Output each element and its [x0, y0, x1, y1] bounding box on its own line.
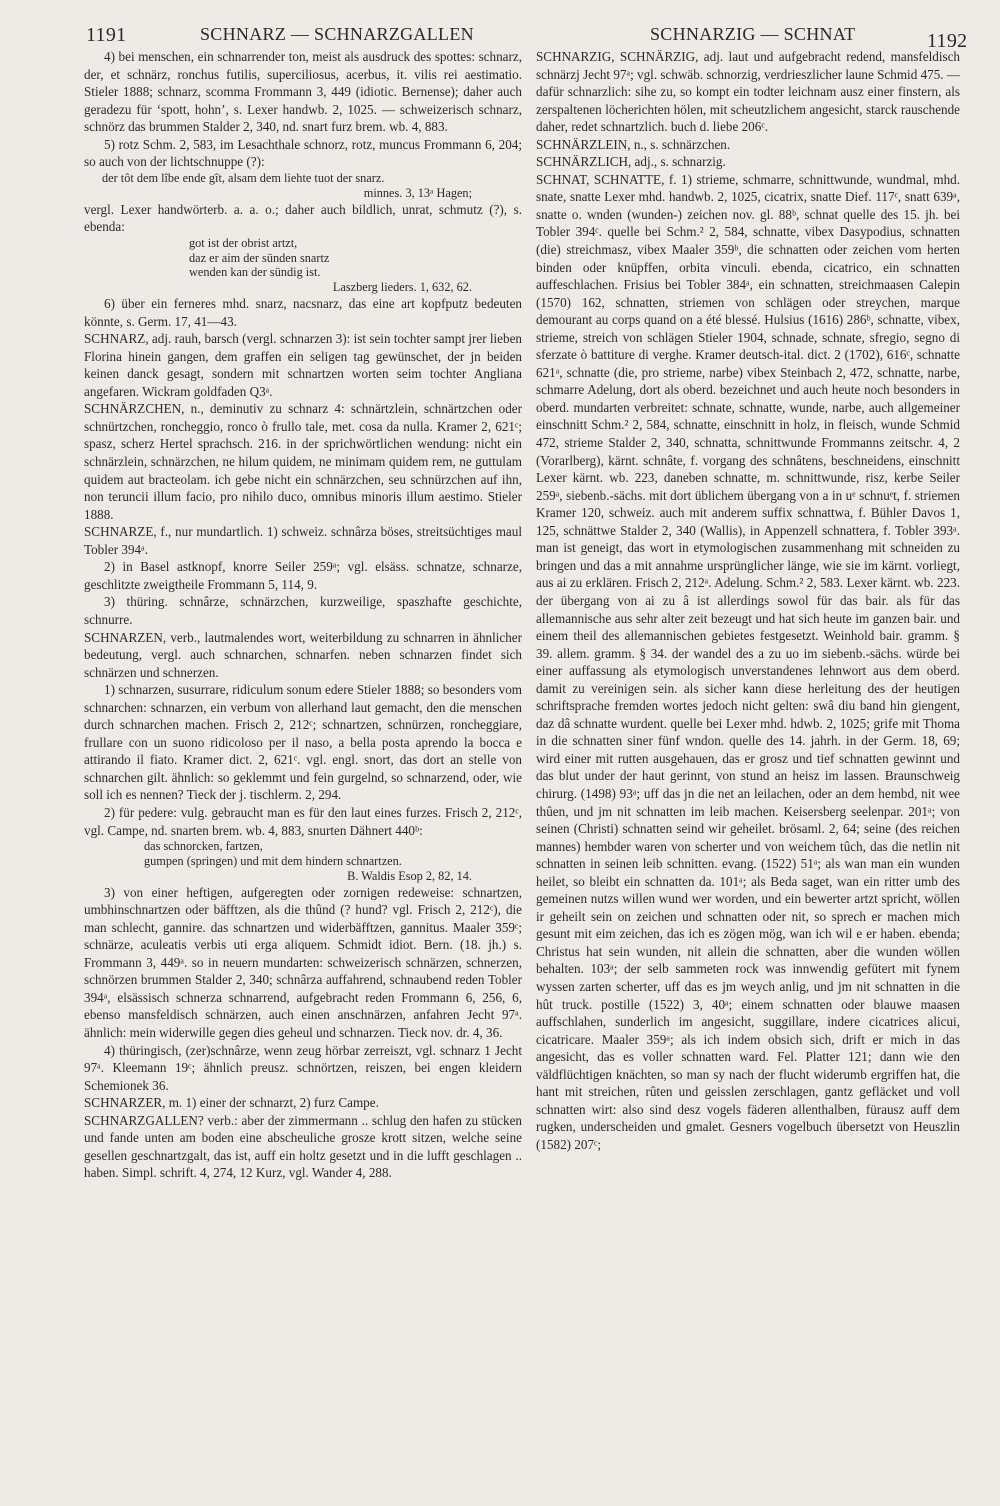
sense-paragraph: 6) über ein ferneres mhd. snarz, nacsnarz, das eine art kopfputz bedeuten könnte, s. Germ. 17, 41—43. [84, 296, 522, 329]
entry-paragraph: SCHNÄRZCHEN, n., deminutiv zu schnarz 4: schnärtzlein, schnärtzchen oder schnürtzchen, roncheggio, ronco ò frullo tale, met. cosa da nulla. Kramer 2, 621ᶜ; spasz, scherz Hertel sprachsch. 216. in der sprichwörtlichen wendung: nicht ein schnärzlein, schnärzchen, ne hilum quidem, ne minimam quidem rem, ne guttulam quidem aut bracteolam. ich gebe nicht ein schnärzchen, seu schnürzchen auf ihn, non teruncii illum facio, pro nihilo duco, omnibus minoris illum aestimo. Stieler 1888. [84, 401, 522, 522]
sense-paragraph: 5) rotz Schm. 2, 583, im Lesachthale schnorz, rotz, muncus Frommann 6, 204; so auch von der lichtschnuppe (?): [84, 136, 522, 170]
entry-paragraph: SCHNARZ, adj. rauh, barsch (vergl. schnarzen 3): ist sein tochter sampt jrer lieben Florina hinein gangen, dem graffen ein seligen tag gewünschet, der jn beiden keinen danck gesagt, sondern mit schnartzen worten seim tochter Angliana angefaren. Wickram goldfaden Q3ᵃ. [84, 331, 522, 399]
sense-paragraph: 2) in Basel astknopf, knorre Seiler 259ᵃ; vgl. elsäss. schnatze, schnarze, geschlitzte zweigtheile Frommann 5, 114, 9. [84, 559, 522, 592]
quotation-source: minnes. 3, 13ᵃ Hagen; [363, 185, 472, 200]
left-column [84, 48, 522, 1182]
right-page-number: 1192 [927, 30, 968, 52]
sense-paragraph: 4) thüringisch, (zer)schnârze, wenn zeug hörbar zerreiszt, vgl. schnarz 1 Jecht 97ᵃ. Kleemann 19ᶜ; ähnlich preusz. schnörtzen, reiszen, bei engen kleidern Schemionek 36. [84, 1042, 522, 1093]
left-running-title: SCHNARZ — SCHNARZGALLEN [200, 24, 474, 44]
sense-paragraph: 1) schnarzen, susurrare, ridiculum sonum edere Stieler 1888; so besonders vom schnarchen: schnarzen, ein verbum von allerhand laut gemacht, den die menschen durch schnarchen machen. Frisch 2, 212ᶜ; schnartzen, schnürzen, roncheggiare, frullare con un suono ridicoloso per il naso, a bella posta aprendo la bocca e attirando il fiato. Kramer dict. 2, 621ᶜ. vgl. engl. snort, das dort an stelle von schnarchen gilt. ähnlich: so geklemmt und fein gurgelnd, so schnarzend, oder, wie soll ich es nennen? Tieck der j. tischlerm. 2, 294. [84, 682, 522, 803]
entry-paragraph: SCHNARZGALLEN? verb.: aber der zimmermann .. schlug den hafen zu stücken und fande unten am boden eine abscheuliche grosze krott sitzen, welche seine gesellen geschnartzgalt, das ist, auff ein holtz gesetzt und in die lufft geschlagen .. haben. Simpl. schrift. 4, 274, 12 Kurz, vgl. Wander 4, 288. [84, 1112, 522, 1181]
quotation-source: Laszberg lieders. 1, 632, 62. [332, 280, 472, 295]
entry-paragraph: SCHNARZE, f., nur mundartlich. 1) schweiz. schnârza böses, streitsüchtiges maul Tobler 394ᵃ. [84, 524, 522, 557]
left-page-number: 1191 [86, 24, 127, 46]
quotation: der tôt dem lîbe ende gît, alsam dem liehte tuot der snarz. [102, 170, 385, 185]
sense-paragraph: 3) von einer heftigen, aufgeregten oder zornigen redeweise: schnartzen, umbhinschnartzen oder bäfftzen, als die thûnd (? hund? vgl. Frisch 2, 212ᶜ), die man schlecht, gannire. das schnartzen und widerbäfftzen, gannitus. Maaler 359ᶜ; schnärze, aculeatis verbis uti erga aliquem. Schmidt idiot. Bern. (18. jh.) s. Frommann 3, 449ᵃ. so in neuern mundarten: schweizerisch schnärzen, schnerzen, schnörzen brummen Stalder 2, 340; schnârza auffahrend, schnaubend reden Tobler 394ᵃ, elsässisch schnerza schnarrend, aufgebracht reden Frommann 6, 256, 6, ebenso mansfeldisch schnärzen, auch einen anschnärzen, anfahren Jecht 97ᵃ. ähnlich: mein widerwille gegen dies geheul und schnarzen. Tieck nov. dr. 4, 36. [84, 884, 522, 1041]
entry-paragraph: SCHNARZER, m. 1) einer der schnarzt, 2) furz Campe. [84, 1095, 379, 1111]
entry-paragraph: vergl. Lexer handwörterb. a. a. o.; daher auch bildlich, unrat, schmutz (?), s. ebenda: [84, 201, 522, 235]
verse-quotation: got ist der obrist artzt, daz er aim der sünden snartz wenden kan der sündig ist. [189, 235, 330, 280]
right-running-title: SCHNARZIG — SCHNAT [650, 24, 856, 44]
entry-paragraph: SCHNARZIG, SCHNÄRZIG, adj. laut und aufgebracht redend, mansfeldisch schnärzj Jecht 97ᵃ; vgl. schwäb. schnorzig, verdrieszlicher laune Schmid 475. — dafür schnarzlich: sihe zu, so kompt ein todter leichnam ausz einer finstern, als zerspaltenen löcherichten hölen, mit scheutzlichem angesicht, starck rauschende daher, redet schnartzlich. buch d. liebe 206ᶜ. [536, 49, 960, 135]
entry-paragraph: SCHNARZEN, verb., lautmalendes wort, weiterbildung zu schnarren in ähnlicher bedeutung, vergl. auch schnarchen, schnarfen. neben schnarzen findet sich schnärzen und schnerzen. [84, 629, 522, 680]
entry-paragraph: SCHNAT, SCHNATTE, f. 1) strieme, schmarre, schnittwunde, wundmal, mhd. snate, snatte Lexer mhd. handwb. 2, 1025, cicatrix, snatte Dief. 117ᶜ, snatt 639ᵃ, snatte o. wnden (wunden-) zeichen nov. gl. 88ᵇ, schnat quelle des 15. jh. bei Tobler 394ᶜ. quelle bei Schm.² 2, 584, schnatte, vibex Dasypodius, schnatten (die) streichmasz, vibex Maaler 359ᵇ, die schnatten oder zeichen vom herten binden oder knüpffen, orbita vinculi. ebenda, cicatrico, ein schnatten auffeschlachen. Frisius bei Tobler 384ᵃ, ein schnatten, streichmaasen Calepin (1570) 162, schnatten, striemen von schlägen oder streychen, marque demourant au corps quand on a été blessé. Hulsius (1616) 286ᵇ, schnatte, vibex, strieme, streich von schlägen Stieler 1904, schnade, schnate, sfregio, segno di sferzate ò battiture di verghe. Kramer deutsch-ital. dict. 2 (1702), 616ᶜ, schnatte 621ᵃ, schnatte (die, pro strieme, narbe) vibex Steinbach 2, 472, schnatte, narbe, schmarre Adelung, dort als oberd. bezeichnet und auch heute noch besonders in oberd. mundarten verbreitet: schnate, schnatte, wunde, narbe, auch allgemeiner einschnitt Schm.² 2, 584, schnatte, einschnitt in holz, in fleisch, wunde Schmid 472, strieme Stalder 2, 340, schnatta, schnittwunde Frommanns zeitschr. 4, 2 (Vorarlberg), kärnt. schnâte, f. vorgang des schnâtens, beschneidens, einschnitt Lexer kärnt. wb. 223, daneben schnatte, m. schnittwunde, risz, kerbe Seiler 259ᵃ, siebenb.-sächs. mit dort üblichem übergang von a in uᵉ schnuᵉt, f. striemen Kramer 120, schweiz. auch mit anderem suffix schnattwa, f. Bühler Davos 1, 125, schnättwe Stalder 2, 340 (Wallis), in Appenzell schnattera, f. Tobler 393ᵃ. man ist geneigt, das wort in etymologischen zusammenhang mit schneiden zu bringen und das a mit annahme ursprünglicher länge, wie sie im kärnt. vorliegt, aus ai zu erklären. Frisch 2, 212ᵃ. Adelung. Schm.² 2, 583. Lexer kärnt. wb. 223. der übergang von ai zu â ist allerdings sowol für das bair. als für das allemannische aus sehr alter zeit bezeugt und hat sich heute im ganzen bair. und einem theil des allemannischen gebietes festgesetzt. Weinhold bair. gramm. § 39. allem. gramm. § 34. der wandel des a zu uo im siebenb.-sächs. würde bei einer auffassung als etymologisch unverstandenes lehnwort aus dem oberd. damit zu vereinigen sein. als sicher kann diese herleitung des der heutigen schriftsprache fremden wortes jedoch nicht gelten: swâ diu band hin giengent, daz dâ schnatte wurdent. quelle bei Lexer mhd. hdwb. 2, 1025; grife mit Thoma in die schnatten siner fünf wndon. quelle des 14. jahrh. in der Germ. 18, 69; wird einer mit rutten ausgehauen, das er grosz und tief schnatten gewinnt und das blut under der haut gerinnt, von stund an heisz im lassen. Braunschweig chirurg. (1498) 93ᵃ; uff das jn die net an leilachen, oder an dem hembd, nit wee thûen, und jm nit schnatten im leib machen. Keisersberg seelenpar. 201ᵃ; von seinen (Christi) schnatten seind wir geheilet. brösaml. 2, 64; seine (des reichen mannes) hembder waren von scherter und von weichem tûch, das die netlin nit schnatten in seinen leib schnitten. evang. (1522) 51ᵃ; als wan man ein wunden heilet, so bleibt ein schnatten da. 101ᵃ; als Beda saget, wan ein ritter umb des gemeinen nutzs willen wund wer worden, und ein bewerter artzt spricht, wöllen ir geheilt sein on zeichen und schnatten oder nit, so sprech er machen mich gesunt mit eim zeichen, das ich es zögen mög, wan ich wil e er haben. ebenda; Christus hat sein wunden, nit allein die schnatten, aber die wunden wöllen behalten. 103ᵃ; der selb sammeten rock was innwendig gefütert mit fynem wyssen zarten scherter, uff das es jm weych anlig, und jm nit schnatten in die hût truck. postille (1522) 3, 40ᵃ; einem schnatten oder blauwe maasen auffschlahen, sunderlich im angesicht, suggillare, indere cicatrices alicui, cicatricare. Maaler 359ᵃ; als ich indem obsich sich, drift er mich in das angesicht, das es voller schnatten ward. Fel. Platter 121; dann wie den väldflüchtigen knächten, so man sy nach der flucht widerumb ergriffen hat, die hant mit streichen, rûten und geisslen zerschlagen, gantz gefläcket und voll schnatten wirt: also sind desz vogels fäderen allenthalben, fürausz auff dem rugken, underscheiden und gmalet. Gesners vogelbuch übersetzt von Heuszlin (1582) 207ᶜ; [536, 171, 960, 1152]
sense-paragraph: 2) für pedere: vulg. gebraucht man es für den laut eines furzes. Frisch 2, 212ᶜ, vgl. Campe, nd. snarten brem. wb. 4, 883, snurten Dähnert 440ᵇ: [84, 804, 522, 838]
verse-quotation: das schnorcken, fartzen, gumpen (springen) und mit dem hindern schnartzen. [144, 839, 402, 868]
sense-paragraph: 4) bei menschen, ein schnarrender ton, meist als ausdruck des spottes: schnarz, der, et schnärz, ronchus futilis, superciliosus, acerbus, it. vilis rei aestimatio. Stieler 1888; schnarz, scomma Frommann 3, 449 (idiotic. Bernense); daher auch geradezu für ‘spott, hohn’, s. Lexer handwb. 2, 1025. — schweizerisch schnarz, schnörz das brummen Stalder 2, 340, nd. snart furz brem. wb. 4, 883. [84, 49, 522, 135]
entry-paragraph: SCHNÄRZLEIN, n., s. schnärzchen. [536, 136, 731, 152]
quotation-source: B. Waldis Esop 2, 82, 14. [347, 868, 472, 883]
right-column [536, 48, 960, 1153]
sense-paragraph: 3) thüring. schnârze, schnärzchen, kurzweilige, spaszhafte geschichte, schnurre. [84, 594, 522, 627]
entry-paragraph: SCHNÄRZLICH, adj., s. schnarzig. [536, 154, 726, 170]
